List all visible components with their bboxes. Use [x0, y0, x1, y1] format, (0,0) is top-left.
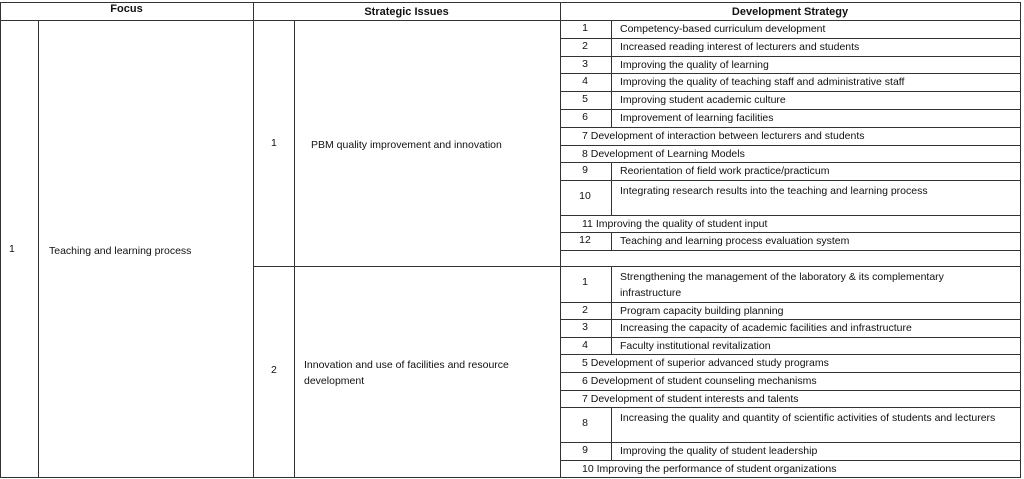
strategy-number: 1 — [582, 22, 588, 34]
number-separator — [611, 162, 612, 180]
number-separator — [611, 20, 612, 38]
col-line — [294, 20, 295, 478]
strategy-number: 10 — [579, 190, 591, 202]
strategy-text: Increased reading interest of lecturers and students — [620, 41, 860, 53]
strategy-text: 7 Development of interaction between lecturers and students — [582, 130, 865, 142]
strategy-text: Improving student academic culture — [620, 94, 786, 106]
strategy-number: 2 — [582, 304, 588, 316]
strategy-text: Increasing the quality and quantity of scientific activities of students and lecturers — [620, 412, 996, 424]
row-divider — [560, 354, 1021, 355]
row-divider — [560, 20, 1021, 21]
strategy-text: 11 Improving the quality of student input — [582, 218, 768, 230]
strategy-text: Faculty institutional revitalization — [620, 340, 771, 352]
strategy-number: 12 — [579, 234, 591, 246]
strategy-text: Improving the quality of student leadership — [620, 445, 818, 457]
header-development-strategy: Development Strategy — [731, 6, 849, 18]
number-separator — [611, 232, 612, 250]
row-divider — [560, 180, 1021, 181]
number-separator — [611, 407, 612, 442]
col-line — [0, 2, 1, 478]
row-divider — [560, 38, 1021, 39]
header-focus: Focus — [110, 3, 143, 15]
number-separator — [611, 109, 612, 127]
number-separator — [611, 56, 612, 73]
row-divider — [560, 250, 1021, 251]
strategy-text: 10 Improving the performance of student organizations — [582, 463, 837, 475]
number-separator — [611, 302, 612, 319]
row-divider — [560, 91, 1021, 92]
number-separator — [611, 319, 612, 337]
issue-number: 2 — [271, 364, 277, 376]
row-divider — [560, 372, 1021, 373]
issue-number: 1 — [271, 137, 277, 149]
col-line — [38, 20, 39, 478]
focus-number: 1 — [9, 243, 15, 255]
strategy-number: 3 — [582, 58, 588, 70]
strategy-text: 5 Development of superior advanced study programs — [582, 357, 829, 369]
number-separator — [611, 73, 612, 91]
strategy-number: 4 — [582, 75, 588, 87]
strategy-text: Reorientation of field work practice/practicum — [620, 165, 830, 177]
row-divider — [560, 266, 1021, 267]
strategy-text: 8 Development of Learning Models — [582, 148, 745, 160]
row-divider — [560, 127, 1021, 128]
number-separator — [611, 38, 612, 56]
issue-divider — [253, 266, 561, 267]
strategy-text: Improving the quality of teaching staff and administrative staff — [620, 76, 905, 88]
row-divider — [560, 460, 1021, 461]
header-strategic-issues: Strategic Issues — [364, 6, 449, 18]
focus-label: Teaching and learning process — [49, 245, 192, 257]
number-separator — [611, 91, 612, 109]
strategy-text: Integrating research results into the teaching and learning process — [620, 185, 928, 197]
row-divider — [560, 302, 1021, 303]
number-separator — [611, 266, 612, 302]
table-bottom-border — [0, 477, 1021, 478]
row-divider — [560, 73, 1021, 74]
row-divider — [560, 390, 1021, 391]
issue-label: Innovation and use of facilities and resource development — [304, 359, 509, 387]
col-line — [253, 2, 254, 478]
row-divider — [560, 145, 1021, 146]
strategy-number: 8 — [582, 417, 588, 429]
row-divider — [560, 215, 1021, 216]
strategy-number: 9 — [582, 444, 588, 456]
issue-label: PBM quality improvement and innovation — [311, 139, 502, 151]
row-divider — [560, 56, 1021, 57]
strategy-number: 9 — [582, 164, 588, 176]
strategy-number: 5 — [582, 93, 588, 105]
strategy-text: Improving the quality of learning — [620, 59, 769, 71]
strategy-text: 7 Development of student interests and talents — [582, 393, 799, 405]
number-separator — [611, 442, 612, 460]
row-divider — [560, 232, 1021, 233]
strategy-number: 2 — [582, 40, 588, 52]
row-divider — [560, 407, 1021, 408]
strategy-text: 6 Development of student counseling mechanisms — [582, 375, 817, 387]
strategy-text: Competency-based curriculum development — [620, 23, 826, 35]
number-separator — [611, 180, 612, 215]
strategy-text: Teaching and learning process evaluation system — [620, 235, 850, 247]
strategy-number: 1 — [582, 276, 588, 288]
strategy-number: 4 — [582, 339, 588, 351]
strategy-text: Program capacity building planning — [620, 305, 784, 317]
row-divider — [560, 442, 1021, 443]
strategy-text: Improvement of learning facilities — [620, 112, 774, 124]
row-divider — [560, 109, 1021, 110]
row-divider — [560, 162, 1021, 163]
row-divider — [560, 319, 1021, 320]
row-divider — [560, 337, 1021, 338]
strategy-text: Strengthening the management of the laboratory & its complementary infrastructure — [620, 271, 944, 299]
strategy-number: 3 — [582, 321, 588, 333]
strategy-number: 6 — [582, 111, 588, 123]
strategy-text: Increasing the capacity of academic facilities and infrastructure — [620, 322, 912, 334]
number-separator — [611, 337, 612, 354]
